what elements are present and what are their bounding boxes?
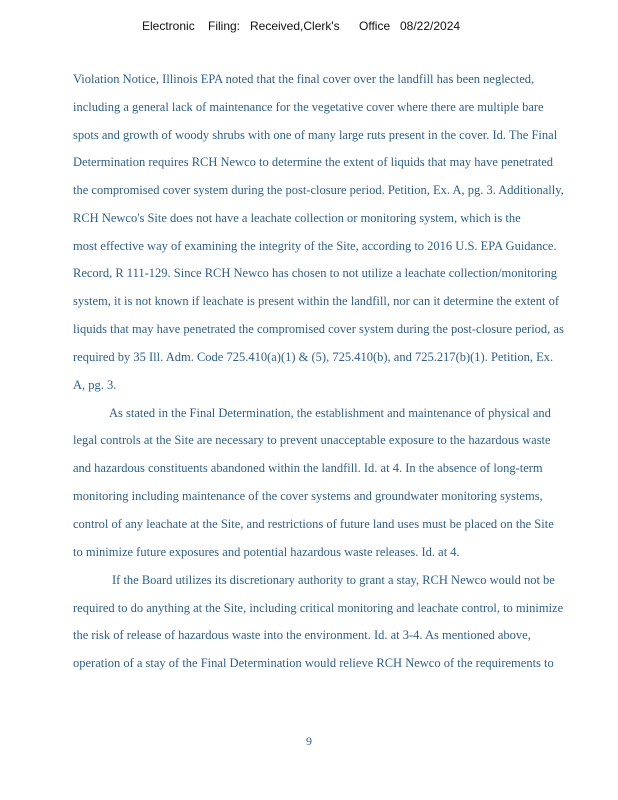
header-office: Office [359,19,391,33]
header-date: 08/22/2024 [400,19,461,33]
paragraph-first-line: As stated in the Final Determination, the establishment and maintenance of physical and [109,406,551,420]
header-electronic: Electronic [142,19,195,33]
header-received: Received,Clerk's [250,19,340,33]
text-line: and hazardous constituents abandoned within the landfill. Id. at 4. In the absence of long-term [73,461,543,475]
text-line: monitoring including maintenance of the cover systems and groundwater monitoring systems, [73,489,543,503]
header-filing: Filing: [208,19,241,33]
text-line: Determination requires RCH Newco to determine the extent of liquids that may have penetrated [73,155,554,169]
filing-header [142,19,460,33]
text-line: control of any leachate at the Site, and restrictions of future land uses must be placed on the Site [73,517,554,531]
text-line: spots and growth of woody shrubs with one of many large ruts present in the cover. Id. The Final [73,128,558,142]
text-line: to minimize future exposures and potential hazardous waste releases. Id. at 4. [73,545,460,559]
text-line: including a general lack of maintenance for the vegetative cover where there are multiple bare [73,100,544,114]
text-line: operation of a stay of the Final Determination would relieve RCH Newco of the requirements to [73,656,554,670]
text-line: the compromised cover system during the post-closure period. Petition, Ex. A, pg. 3. Additionally, [73,183,564,197]
text-line: Violation Notice, Illinois EPA noted that the final cover over the landfill has been neglected, [73,72,535,86]
text-line: required to do anything at the Site, including critical monitoring and leachate control, to minimize [73,601,564,615]
page-number: 9 [306,734,312,748]
text-line: the risk of release of hazardous waste into the environment. Id. at 3-4. As mentioned above, [73,628,531,642]
text-line: required by 35 Ill. Adm. Code 725.410(a)(1) & (5), 725.410(b), and 725.217(b)(1). Petition, Ex. [73,350,554,364]
text-line: system, it is not known if leachate is present within the landfill, nor can it determine the extent of [73,294,559,308]
paragraph-first-line: If the Board utilizes its discretionary authority to grant a stay, RCH Newco would not be [112,573,555,587]
text-line: liquids that may have penetrated the compromised cover system during the post-closure period, as [73,322,564,336]
text-line: RCH Newco's Site does not have a leachate collection or monitoring system, which is the [73,211,521,225]
text-line: most effective way of examining the integrity of the Site, according to 2016 U.S. EPA Guidance. [73,239,557,253]
text-line: Record, R 111-129. Since RCH Newco has chosen to not utilize a leachate collection/monitoring [73,266,558,280]
text-line: A, pg. 3. [73,378,117,392]
text-line: legal controls at the Site are necessary to prevent unacceptable exposure to the hazardous waste [73,433,551,447]
